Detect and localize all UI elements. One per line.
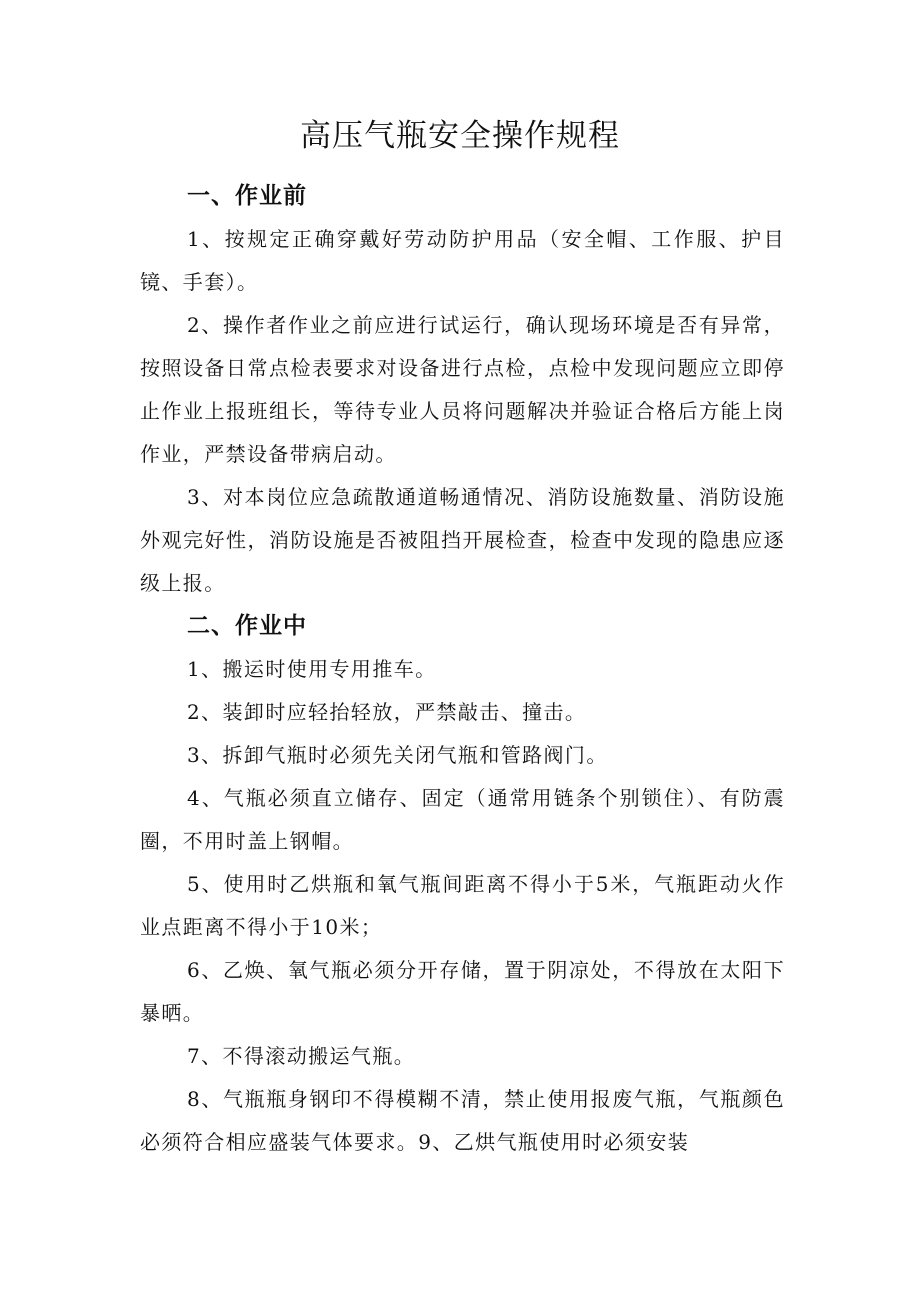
section-heading: 一、作业前	[187, 183, 307, 209]
paragraph: 5、使用时乙烘瓶和氧气瓶间距离不得小于5米，气瓶距动火作业点距离不得小于10米；	[140, 872, 785, 939]
document-title: 高压气瓶安全操作规程	[300, 118, 620, 154]
section-during-work	[140, 605, 785, 1164]
paragraph: 1、搬运时使用专用推车。	[187, 657, 437, 681]
paragraph: 4、气瓶必须直立储存、固定（通常用链条个别锁住）、有防震圈，不用时盖上钢帽。	[140, 786, 785, 853]
paragraph: 2、操作者作业之前应进行试运行，确认现场环境是否有异常，按照设备日常点检表要求对设备进行点检，点检中发现问题应立即停止作业上报班组长，等待专业人员将问题解决并验证合格后方能上岗作业，严禁设备带病启动。	[140, 313, 785, 466]
document-body	[140, 175, 785, 1164]
paragraph: 2、装卸时应轻抬轻放，严禁敲击、撞击。	[187, 700, 587, 724]
paragraph: 6、乙焕、氧气瓶必须分开存储，置于阴凉处，不得放在太阳下暴晒。	[140, 958, 785, 1025]
paragraph: 1、按规定正确穿戴好劳动防护用品（安全帽、工作服、护目镜、手套）。	[140, 227, 785, 294]
section-before-work	[140, 175, 785, 605]
paragraph: 3、拆卸气瓶时必须先关闭气瓶和管路阀门。	[187, 743, 608, 767]
paragraph: 8、气瓶瓶身钢印不得模糊不清，禁止使用报废气瓶，气瓶颜色必须符合相应盛装气体要求。9、乙烘气瓶使用时必须安装	[140, 1087, 785, 1154]
paragraph: 7、不得滚动搬运气瓶。	[187, 1044, 416, 1068]
section-heading: 二、作业中	[187, 613, 307, 639]
paragraph: 3、对本岗位应急疏散通道畅通情况、消防设施数量、消防设施外观完好性，消防设施是否被阻挡开展检查，检查中发现的隐患应逐级上报。	[140, 485, 785, 595]
